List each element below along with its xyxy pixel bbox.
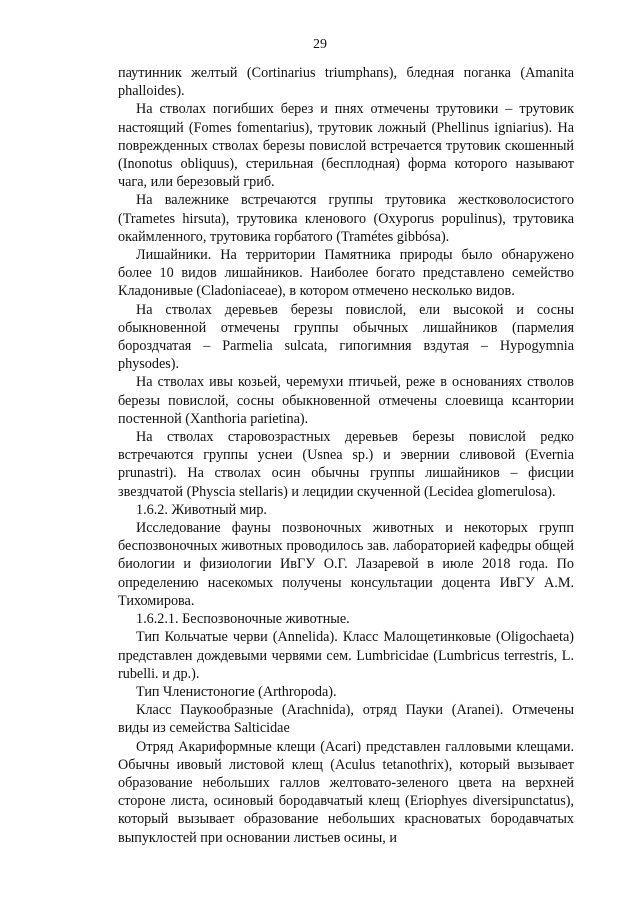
paragraph-arthropoda: Тип Членистоногие (Arthropoda). [136, 683, 337, 700]
paragraph-lichens-birch-spruce-pine: На стволах деревьев березы повислой, ели высокой и сосны обыкновенной отмечены группы обычных лишайников (пармелия бороздчатая – Parmelia sulcata, гипогимния вздутая – Hypogymnia physodes). [118, 301, 574, 373]
paragraph-lichens-old-trees: На стволах старовозрастных деревьев березы повислой редко встречаются группы уснеи (Usnea sp.) и эвернии сливовой (Evernia prunastri). На стволах осин обычны группы лишайников – фисции звездчатой (Physcia stellaris) и лецидии скученной (Lecidea glomerulosa). [118, 429, 574, 500]
page-body [118, 64, 574, 847]
paragraph-fungi-continued: паутинник желтый (Cortinarius triumphans), бледная поганка (Amanita phalloides). [118, 65, 574, 100]
section-heading-invertebrates: 1.6.2.1. Беспозвоночные животные. [136, 611, 350, 628]
section-heading-fauna: 1.6.2. Животный мир. [136, 501, 267, 518]
page-number: 29 [313, 37, 327, 52]
paragraph-polypores-deadwood: На валежнике встречаются группы трутовика жестковолосистого (Trametes hirsuta), трутовика кленового (Oxyporus populinus), трутовика окаймленного, трутовика горбатого (Tramétes gibbósa). [118, 192, 574, 245]
paragraph-arachnida: Класс Паукообразные (Arachnida), отряд Пауки (Aranei). Отмечены виды из семейства Salticidae [118, 702, 574, 737]
paragraph-lichens-willow: На стволах ивы козьей, черемухи птичьей, реже в основаниях стволов березы повислой, сосны обыкновенной отмечены слоевища ксантории постенной (Xanthoria parietina). [118, 374, 574, 427]
paragraph-fauna-research: Исследование фауны позвоночных животных и некоторых групп беспозвоночных животных проводилось зав. лабораторией кафедры общей биологии и физиологии ИвГУ О.Г. Лазаревой в июле 2018 года. По определению насекомых получены консультации доцента ИвГУ А.М. Тихомирова. [118, 520, 574, 609]
paragraph-polypores-birch: На стволах погибших берез и пнях отмечены трутовики – трутовик настоящий (Fomes fomentarius), трутовик ложный (Phellinus igniarius). На поврежденных стволах березы повислой встречается трутовик скошенный (Inonotus obliquus), стерильная (бесплодная) форма которого называют чага, или березовый гриб. [118, 101, 574, 191]
paragraph-lichens-intro: Лишайники. На территории Памятника природы было обнаружено более 10 видов лишайников. Наиболее богато представлено семейство Кладонивые (Cladoniaceae), в котором отмечено несколько видов. [118, 247, 574, 300]
paragraph-annelida: Тип Кольчатые черви (Annelida). Класс Малощетинковые (Oligochaeta) представлен дождевыми червями сем. Lumbricidae (Lumbricus terrestris, L. rubelli. и др.). [118, 629, 574, 682]
paragraph-acari: Отряд Акариформные клещи (Acari) представлен галловыми клещами. Обычны ивовый листовой клещ (Aculus tetanothrix), который вызывает образование небольших галлов желтовато-зеленого цвета на верхней стороне листа, осиновый бородавчатый клещ (Eriophyes diversipunctatus), который вызывает образование небольших красноватых бородавчатых выпуклостей при основании листьев осины, и [118, 738, 574, 846]
